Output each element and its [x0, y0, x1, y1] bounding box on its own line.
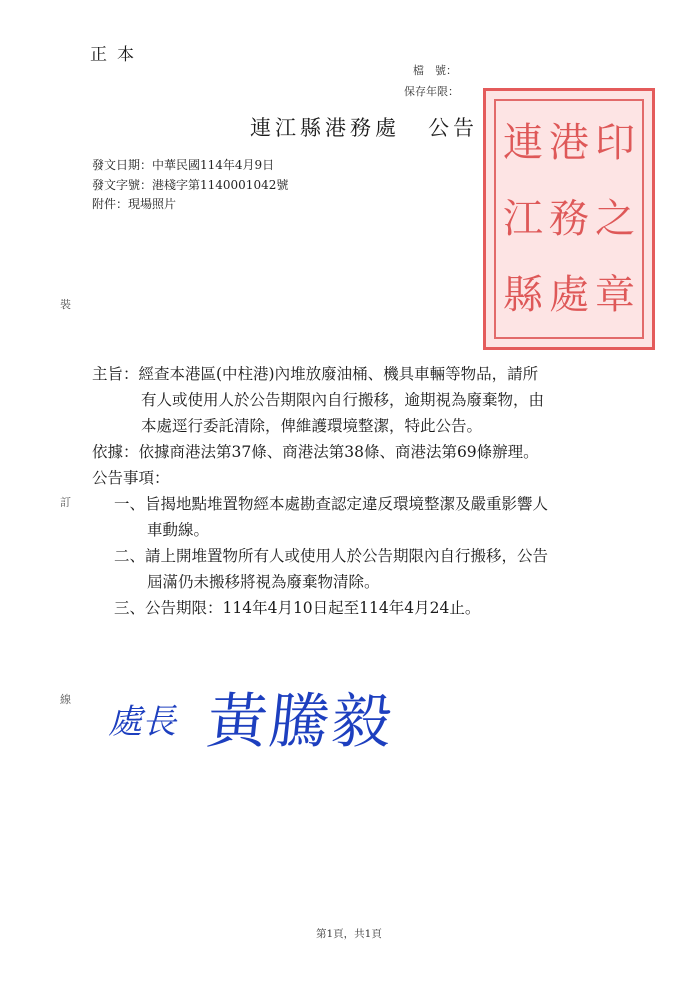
item-2-line-1: 二、請上開堆置物所有人或使用人於公告期限內自行搬移，公告	[114, 547, 549, 565]
seal-characters	[500, 105, 638, 333]
agency-name: 連江縣港務處	[250, 116, 400, 140]
binding-mark-zhuang: 裝	[60, 298, 71, 311]
page-title	[250, 112, 478, 142]
item-1-line-2: 車動線。	[147, 521, 210, 539]
signature-title: 處長	[108, 702, 176, 742]
seal-char: 江	[503, 196, 543, 242]
subject-line-2: 有人或使用人於公告期限內自行搬移，逾期視為廢棄物，由	[141, 391, 545, 409]
seal-char: 縣	[503, 272, 543, 318]
basis-line: 依據：依據商港法第37條、商港法第38條、商港法第69條辦理。	[92, 443, 539, 461]
items-heading: 公告事項：	[92, 469, 170, 487]
page-number: 第1頁，共1頁	[316, 928, 382, 940]
subject-line-1: 主旨：經查本港區(中柱港)內堆放廢油桶、機具車輛等物品，請所	[92, 365, 539, 383]
copy-mark: 正本	[90, 45, 144, 65]
director-signature: 黃騰毅	[203, 687, 398, 757]
issue-date: 發文日期：中華民國114年4月9日	[92, 158, 275, 172]
seal-char: 港	[549, 120, 589, 166]
item-1-line-1: 一、旨揭地點堆置物經本處勘查認定違反環境整潔及嚴重影響人	[114, 495, 549, 513]
seal-char: 章	[595, 272, 635, 318]
official-seal	[483, 88, 655, 350]
seal-char: 之	[595, 196, 635, 242]
retention-period-label: 保存年限：	[404, 85, 459, 98]
binding-mark-ding: 訂	[60, 496, 71, 509]
seal-char: 務	[549, 196, 589, 242]
subject-line-3: 本處逕行委託清除，俾維護環境整潔，特此公告。	[141, 417, 483, 435]
document-number: 發文字號：港棧字第1140001042號	[92, 178, 289, 192]
file-number-label: 檔 號：	[413, 64, 457, 77]
seal-char: 處	[549, 272, 589, 318]
seal-char: 連	[503, 120, 543, 166]
attachment-note: 附件：現場照片	[92, 197, 177, 211]
item-3-line: 三、公告期限：114年4月10日起至114年4月24止。	[114, 599, 481, 617]
document-type: 公告	[428, 116, 478, 140]
binding-mark-xian: 線	[60, 693, 71, 706]
item-2-line-2: 屆滿仍未搬移將視為廢棄物清除。	[147, 573, 380, 591]
seal-char: 印	[595, 120, 635, 166]
